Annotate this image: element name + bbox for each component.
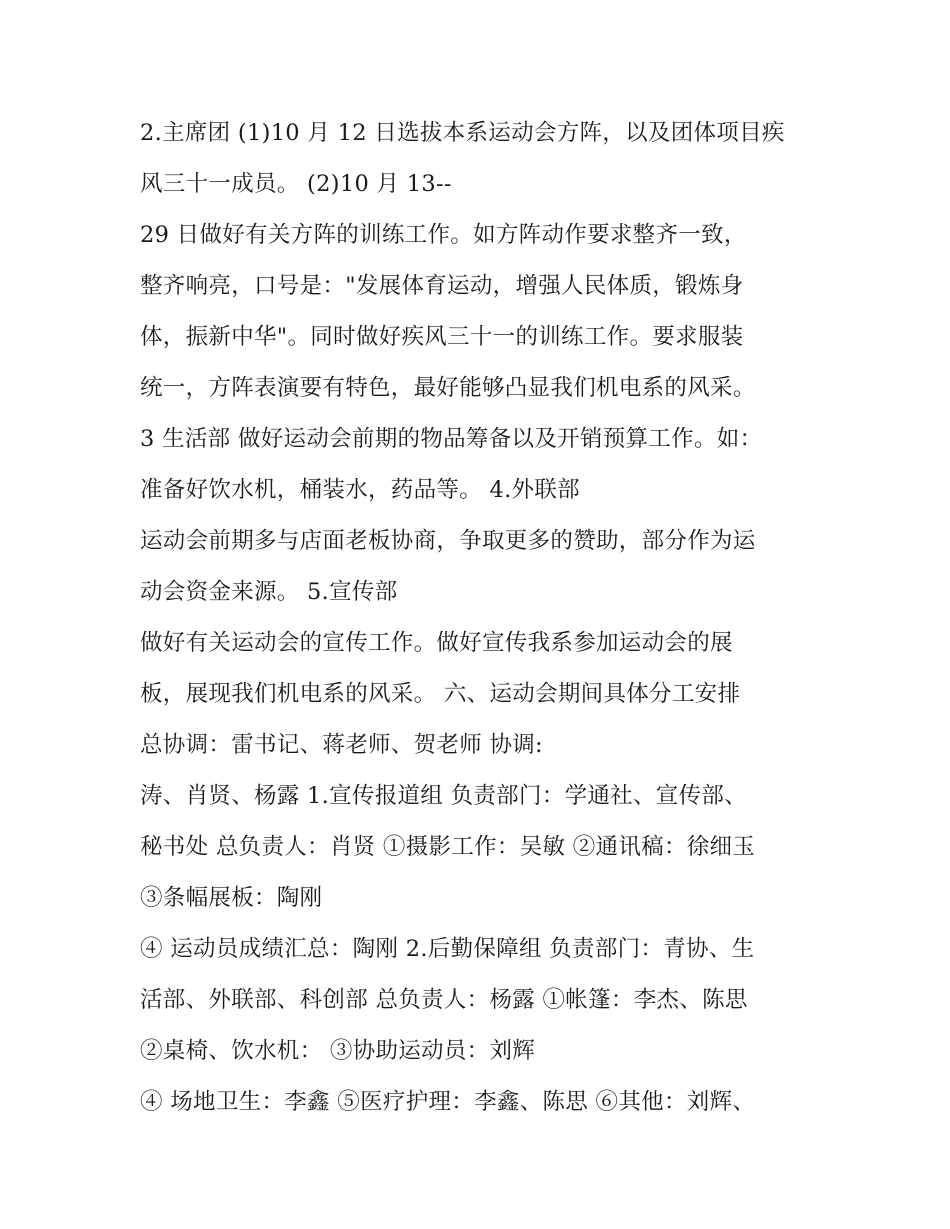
text-line: 总协调：雷书记、蒋老师、贺老师 协调: [140, 732, 543, 758]
text-line: 统一，方阵表演要有特色，最好能够凸显我们机电系的风采。 [140, 375, 756, 401]
text-line: ④ 场地卫生：李鑫 ⑤医疗护理：李鑫、陈思 ⑥其他：刘辉、 [140, 1089, 756, 1115]
text-line: ④ 运动员成绩汇总：陶刚 2.后勤保障组 负责部门：青协、生 [140, 936, 755, 962]
text-line: 体，振新中华"。同时做好疾风三十一的训练工作。要求服装 [140, 324, 744, 350]
text-line: 做好有关运动会的宣传工作。做好宣传我系参加运动会的展 [140, 630, 733, 656]
text-line: 秘书处 总负责人：肖贤 ①摄影工作：吴敏 ②通讯稿：徐细玉 [140, 834, 756, 860]
text-line: 动会资金来源。 5.宣传部 [140, 579, 398, 605]
text-line: 活部、外联部、科创部 总负责人：杨露 ①帐篷：李杰、陈思 [140, 987, 748, 1013]
text-line: 准备好饮水机，桶装水，药品等。 4.外联部 [140, 477, 580, 503]
text-line: 风三十一成员。 (2)10 月 13-- [140, 171, 452, 197]
text-line: 涛、肖贤、杨露 1.宣传报道组 负责部门：学通社、宣传部、 [140, 783, 747, 809]
text-line: ③条幅展板：陶刚 [140, 885, 323, 911]
text-line: 运动会前期多与店面老板协商，争取更多的赞助，部分作为运 [140, 528, 756, 554]
text-line: 3 生活部 做好运动会前期的物品筹备以及开销预算工作。如： [140, 426, 763, 452]
text-line: 2.主席团 (1)10 月 12 日选拔本系运动会方阵，以及团体项目疾 [140, 120, 785, 146]
document-body [140, 108, 830, 1128]
text-line: 板，展现我们机电系的风采。 六、运动会期间具体分工安排 [140, 681, 741, 707]
text-line: 29 日做好有关方阵的训练工作。如方阵动作要求整齐一致， [140, 222, 747, 248]
text-line: 整齐响亮，口号是："发展体育运动，增强人民体质，锻炼身 [140, 273, 744, 299]
text-line: ②桌椅、饮水机： ③协助运动员：刘辉 [140, 1038, 536, 1064]
